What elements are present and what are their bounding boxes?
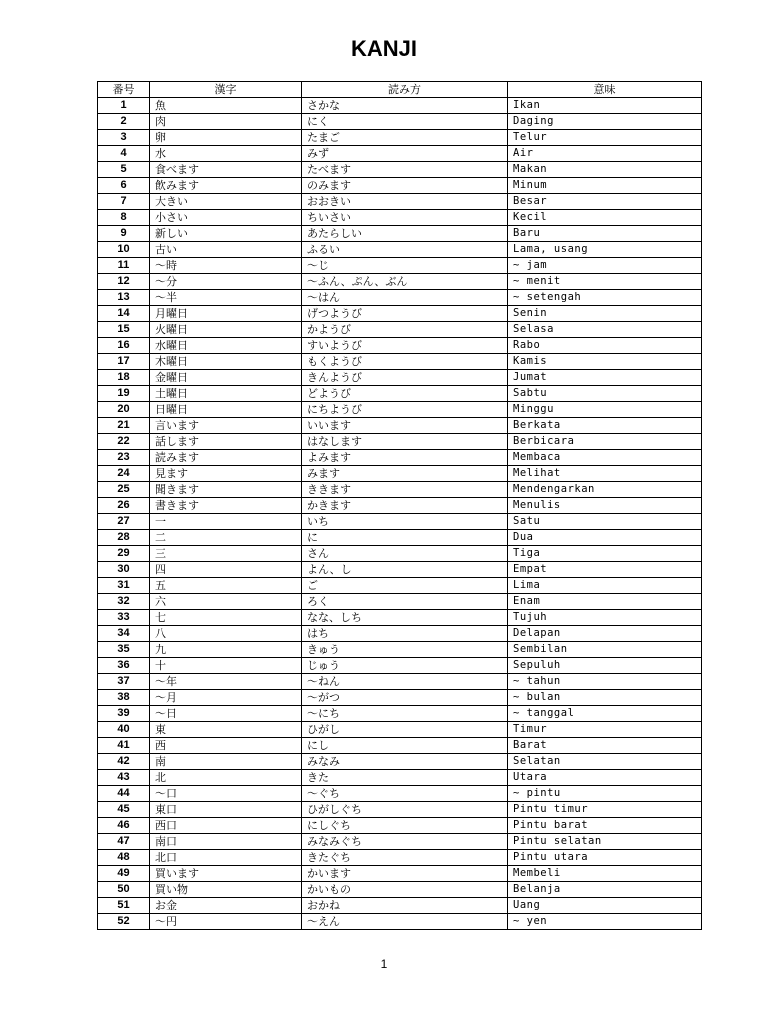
table-row [98, 834, 702, 850]
meaning-cell: Lima [508, 578, 702, 594]
meaning-cell: Enam [508, 594, 702, 610]
table-row [98, 114, 702, 130]
header-meaning: 意味 [508, 82, 702, 98]
reading-cell: のみます [302, 178, 508, 194]
reading-cell: みなみ [302, 754, 508, 770]
meaning-cell: Mendengarkan [508, 482, 702, 498]
reading-cell: いち [302, 514, 508, 530]
meaning-cell: Air [508, 146, 702, 162]
row-number: 51 [98, 898, 150, 914]
kanji-cell: ～日 [150, 706, 302, 722]
reading-cell: きたぐち [302, 850, 508, 866]
row-number: 48 [98, 850, 150, 866]
reading-cell: みず [302, 146, 508, 162]
row-number: 42 [98, 754, 150, 770]
meaning-cell: Membeli [508, 866, 702, 882]
reading-cell: ～ぐち [302, 786, 508, 802]
kanji-cell: 読みます [150, 450, 302, 466]
kanji-cell: 小さい [150, 210, 302, 226]
kanji-cell: 金曜日 [150, 370, 302, 386]
row-number: 16 [98, 338, 150, 354]
reading-cell: はなします [302, 434, 508, 450]
kanji-cell: ～円 [150, 914, 302, 930]
reading-cell: に [302, 530, 508, 546]
meaning-cell: ~ setengah [508, 290, 702, 306]
meaning-cell: ~ pintu [508, 786, 702, 802]
row-number: 17 [98, 354, 150, 370]
table-row [98, 578, 702, 594]
meaning-cell: Selasa [508, 322, 702, 338]
meaning-cell: Timur [508, 722, 702, 738]
reading-cell: すいようび [302, 338, 508, 354]
meaning-cell: Sembilan [508, 642, 702, 658]
table-row [98, 450, 702, 466]
reading-cell: ふるい [302, 242, 508, 258]
meaning-cell: Satu [508, 514, 702, 530]
table-row [98, 754, 702, 770]
row-number: 11 [98, 258, 150, 274]
reading-cell: ～にち [302, 706, 508, 722]
kanji-cell: 話します [150, 434, 302, 450]
kanji-cell: 七 [150, 610, 302, 626]
row-number: 15 [98, 322, 150, 338]
kanji-cell: 南 [150, 754, 302, 770]
table-row [98, 722, 702, 738]
reading-cell: よん、し [302, 562, 508, 578]
kanji-cell: ～半 [150, 290, 302, 306]
meaning-cell: Sepuluh [508, 658, 702, 674]
kanji-cell: 月曜日 [150, 306, 302, 322]
meaning-cell: Berbicara [508, 434, 702, 450]
header-number: 番号 [98, 82, 150, 98]
meaning-cell: Sabtu [508, 386, 702, 402]
kanji-cell: 買います [150, 866, 302, 882]
row-number: 13 [98, 290, 150, 306]
meaning-cell: Minggu [508, 402, 702, 418]
header-kanji: 漢字 [150, 82, 302, 98]
reading-cell: きゅう [302, 642, 508, 658]
meaning-cell: Rabo [508, 338, 702, 354]
kanji-cell: 火曜日 [150, 322, 302, 338]
row-number: 34 [98, 626, 150, 642]
reading-cell: じゅう [302, 658, 508, 674]
kanji-cell: 書きます [150, 498, 302, 514]
reading-cell: なな、しち [302, 610, 508, 626]
table-row [98, 98, 702, 114]
meaning-cell: Pintu utara [508, 850, 702, 866]
row-number: 10 [98, 242, 150, 258]
reading-cell: にし [302, 738, 508, 754]
kanji-cell: 卵 [150, 130, 302, 146]
row-number: 19 [98, 386, 150, 402]
kanji-cell: ～口 [150, 786, 302, 802]
table-row [98, 466, 702, 482]
row-number: 4 [98, 146, 150, 162]
reading-cell: もくようび [302, 354, 508, 370]
row-number: 25 [98, 482, 150, 498]
meaning-cell: Daging [508, 114, 702, 130]
kanji-cell: 古い [150, 242, 302, 258]
row-number: 46 [98, 818, 150, 834]
reading-cell: にく [302, 114, 508, 130]
row-number: 38 [98, 690, 150, 706]
kanji-cell: 水曜日 [150, 338, 302, 354]
row-number: 44 [98, 786, 150, 802]
meaning-cell: Empat [508, 562, 702, 578]
kanji-cell: 十 [150, 658, 302, 674]
row-number: 2 [98, 114, 150, 130]
row-number: 31 [98, 578, 150, 594]
table-header-row [98, 82, 702, 98]
kanji-cell: 日曜日 [150, 402, 302, 418]
meaning-cell: Melihat [508, 466, 702, 482]
meaning-cell: Menulis [508, 498, 702, 514]
row-number: 28 [98, 530, 150, 546]
kanji-cell: 肉 [150, 114, 302, 130]
table-row [98, 530, 702, 546]
reading-cell: きんようび [302, 370, 508, 386]
row-number: 6 [98, 178, 150, 194]
table-row [98, 802, 702, 818]
kanji-cell: 北 [150, 770, 302, 786]
table-row [98, 210, 702, 226]
table-row [98, 338, 702, 354]
row-number: 49 [98, 866, 150, 882]
reading-cell: きた [302, 770, 508, 786]
meaning-cell: Senin [508, 306, 702, 322]
reading-cell: たべます [302, 162, 508, 178]
row-number: 37 [98, 674, 150, 690]
table-row [98, 322, 702, 338]
page-number: 1 [380, 957, 388, 971]
table-row [98, 402, 702, 418]
row-number: 52 [98, 914, 150, 930]
row-number: 39 [98, 706, 150, 722]
table-row [98, 786, 702, 802]
table-row [98, 434, 702, 450]
reading-cell: ひがし [302, 722, 508, 738]
kanji-cell: 八 [150, 626, 302, 642]
row-number: 1 [98, 98, 150, 114]
reading-cell: あたらしい [302, 226, 508, 242]
reading-cell: よみます [302, 450, 508, 466]
row-number: 40 [98, 722, 150, 738]
kanji-cell: 聞きます [150, 482, 302, 498]
header-reading: 読み方 [302, 82, 508, 98]
kanji-cell: 北口 [150, 850, 302, 866]
reading-cell: かきます [302, 498, 508, 514]
table-row [98, 770, 702, 786]
reading-cell: にちようび [302, 402, 508, 418]
kanji-cell: ～月 [150, 690, 302, 706]
reading-cell: ～がつ [302, 690, 508, 706]
reading-cell: ききます [302, 482, 508, 498]
row-number: 26 [98, 498, 150, 514]
kanji-cell: 見ます [150, 466, 302, 482]
kanji-cell: 木曜日 [150, 354, 302, 370]
table-row [98, 690, 702, 706]
table-row [98, 482, 702, 498]
kanji-table [97, 81, 702, 930]
kanji-cell: 四 [150, 562, 302, 578]
row-number: 41 [98, 738, 150, 754]
table-row [98, 290, 702, 306]
table-row [98, 850, 702, 866]
reading-cell: どようび [302, 386, 508, 402]
table-row [98, 418, 702, 434]
meaning-cell: Besar [508, 194, 702, 210]
kanji-cell: 買い物 [150, 882, 302, 898]
reading-cell: かいもの [302, 882, 508, 898]
meaning-cell: Delapan [508, 626, 702, 642]
table-row [98, 898, 702, 914]
kanji-cell: 土曜日 [150, 386, 302, 402]
row-number: 14 [98, 306, 150, 322]
table-row [98, 738, 702, 754]
kanji-cell: 魚 [150, 98, 302, 114]
row-number: 50 [98, 882, 150, 898]
reading-cell: げつようび [302, 306, 508, 322]
meaning-cell: Tujuh [508, 610, 702, 626]
row-number: 35 [98, 642, 150, 658]
meaning-cell: Kamis [508, 354, 702, 370]
row-number: 9 [98, 226, 150, 242]
meaning-cell: Telur [508, 130, 702, 146]
meaning-cell: Pintu timur [508, 802, 702, 818]
table-row [98, 178, 702, 194]
reading-cell: おおきい [302, 194, 508, 210]
reading-cell: みなみぐち [302, 834, 508, 850]
table-row [98, 882, 702, 898]
row-number: 33 [98, 610, 150, 626]
kanji-cell: 西口 [150, 818, 302, 834]
reading-cell: ご [302, 578, 508, 594]
meaning-cell: ~ yen [508, 914, 702, 930]
meaning-cell: ~ tanggal [508, 706, 702, 722]
kanji-cell: 六 [150, 594, 302, 610]
table-row [98, 642, 702, 658]
table-row [98, 274, 702, 290]
meaning-cell: Makan [508, 162, 702, 178]
table-row [98, 194, 702, 210]
reading-cell: はち [302, 626, 508, 642]
meaning-cell: Pintu barat [508, 818, 702, 834]
meaning-cell: ~ tahun [508, 674, 702, 690]
row-number: 29 [98, 546, 150, 562]
table-row [98, 306, 702, 322]
reading-cell: おかね [302, 898, 508, 914]
reading-cell: たまご [302, 130, 508, 146]
reading-cell: ちいさい [302, 210, 508, 226]
meaning-cell: Barat [508, 738, 702, 754]
row-number: 22 [98, 434, 150, 450]
meaning-cell: ~ menit [508, 274, 702, 290]
reading-cell: ～はん [302, 290, 508, 306]
kanji-cell: 水 [150, 146, 302, 162]
table-row [98, 146, 702, 162]
table-row [98, 626, 702, 642]
reading-cell: いいます [302, 418, 508, 434]
kanji-cell: 大きい [150, 194, 302, 210]
kanji-cell: ～時 [150, 258, 302, 274]
table-row [98, 658, 702, 674]
meaning-cell: Tiga [508, 546, 702, 562]
table-row [98, 498, 702, 514]
meaning-cell: ~ jam [508, 258, 702, 274]
meaning-cell: Baru [508, 226, 702, 242]
meaning-cell: Utara [508, 770, 702, 786]
reading-cell: かようび [302, 322, 508, 338]
row-number: 5 [98, 162, 150, 178]
meaning-cell: Berkata [508, 418, 702, 434]
reading-cell: みます [302, 466, 508, 482]
reading-cell: ひがしぐち [302, 802, 508, 818]
table-row [98, 674, 702, 690]
row-number: 8 [98, 210, 150, 226]
table-row [98, 226, 702, 242]
kanji-cell: 南口 [150, 834, 302, 850]
reading-cell: さん [302, 546, 508, 562]
kanji-cell: 言います [150, 418, 302, 434]
page-title: KANJI [350, 36, 417, 61]
table-row [98, 130, 702, 146]
kanji-cell: 二 [150, 530, 302, 546]
table-row [98, 562, 702, 578]
reading-cell: さかな [302, 98, 508, 114]
reading-cell: かいます [302, 866, 508, 882]
meaning-cell: Minum [508, 178, 702, 194]
row-number: 3 [98, 130, 150, 146]
meaning-cell: Belanja [508, 882, 702, 898]
reading-cell: ～じ [302, 258, 508, 274]
meaning-cell: Dua [508, 530, 702, 546]
meaning-cell: Ikan [508, 98, 702, 114]
reading-cell: ～ねん [302, 674, 508, 690]
table-row [98, 546, 702, 562]
kanji-cell: 九 [150, 642, 302, 658]
row-number: 21 [98, 418, 150, 434]
kanji-cell: 新しい [150, 226, 302, 242]
kanji-cell: 東 [150, 722, 302, 738]
reading-cell: ろく [302, 594, 508, 610]
kanji-cell: 東口 [150, 802, 302, 818]
table-row [98, 514, 702, 530]
kanji-cell: 一 [150, 514, 302, 530]
kanji-cell: ～分 [150, 274, 302, 290]
kanji-cell: ～年 [150, 674, 302, 690]
row-number: 36 [98, 658, 150, 674]
row-number: 47 [98, 834, 150, 850]
table-row [98, 162, 702, 178]
row-number: 24 [98, 466, 150, 482]
row-number: 32 [98, 594, 150, 610]
kanji-cell: 五 [150, 578, 302, 594]
meaning-cell: ~ bulan [508, 690, 702, 706]
reading-cell: にしぐち [302, 818, 508, 834]
row-number: 45 [98, 802, 150, 818]
reading-cell: ～えん [302, 914, 508, 930]
meaning-cell: Jumat [508, 370, 702, 386]
meaning-cell: Lama, usang [508, 242, 702, 258]
kanji-cell: 食べます [150, 162, 302, 178]
table-row [98, 258, 702, 274]
meaning-cell: Uang [508, 898, 702, 914]
table-row [98, 818, 702, 834]
row-number: 30 [98, 562, 150, 578]
kanji-cell: 三 [150, 546, 302, 562]
kanji-cell: お金 [150, 898, 302, 914]
table-row [98, 242, 702, 258]
meaning-cell: Membaca [508, 450, 702, 466]
row-number: 12 [98, 274, 150, 290]
table-row [98, 354, 702, 370]
meaning-cell: Kecil [508, 210, 702, 226]
row-number: 7 [98, 194, 150, 210]
table-row [98, 594, 702, 610]
table-row [98, 386, 702, 402]
table-row [98, 610, 702, 626]
row-number: 23 [98, 450, 150, 466]
kanji-cell: 西 [150, 738, 302, 754]
row-number: 18 [98, 370, 150, 386]
row-number: 20 [98, 402, 150, 418]
row-number: 43 [98, 770, 150, 786]
table-row [98, 914, 702, 930]
table-row [98, 706, 702, 722]
table-row [98, 370, 702, 386]
meaning-cell: Pintu selatan [508, 834, 702, 850]
reading-cell: ～ふん、ぷん、ぶん [302, 274, 508, 290]
table-row [98, 866, 702, 882]
row-number: 27 [98, 514, 150, 530]
kanji-cell: 飲みます [150, 178, 302, 194]
meaning-cell: Selatan [508, 754, 702, 770]
